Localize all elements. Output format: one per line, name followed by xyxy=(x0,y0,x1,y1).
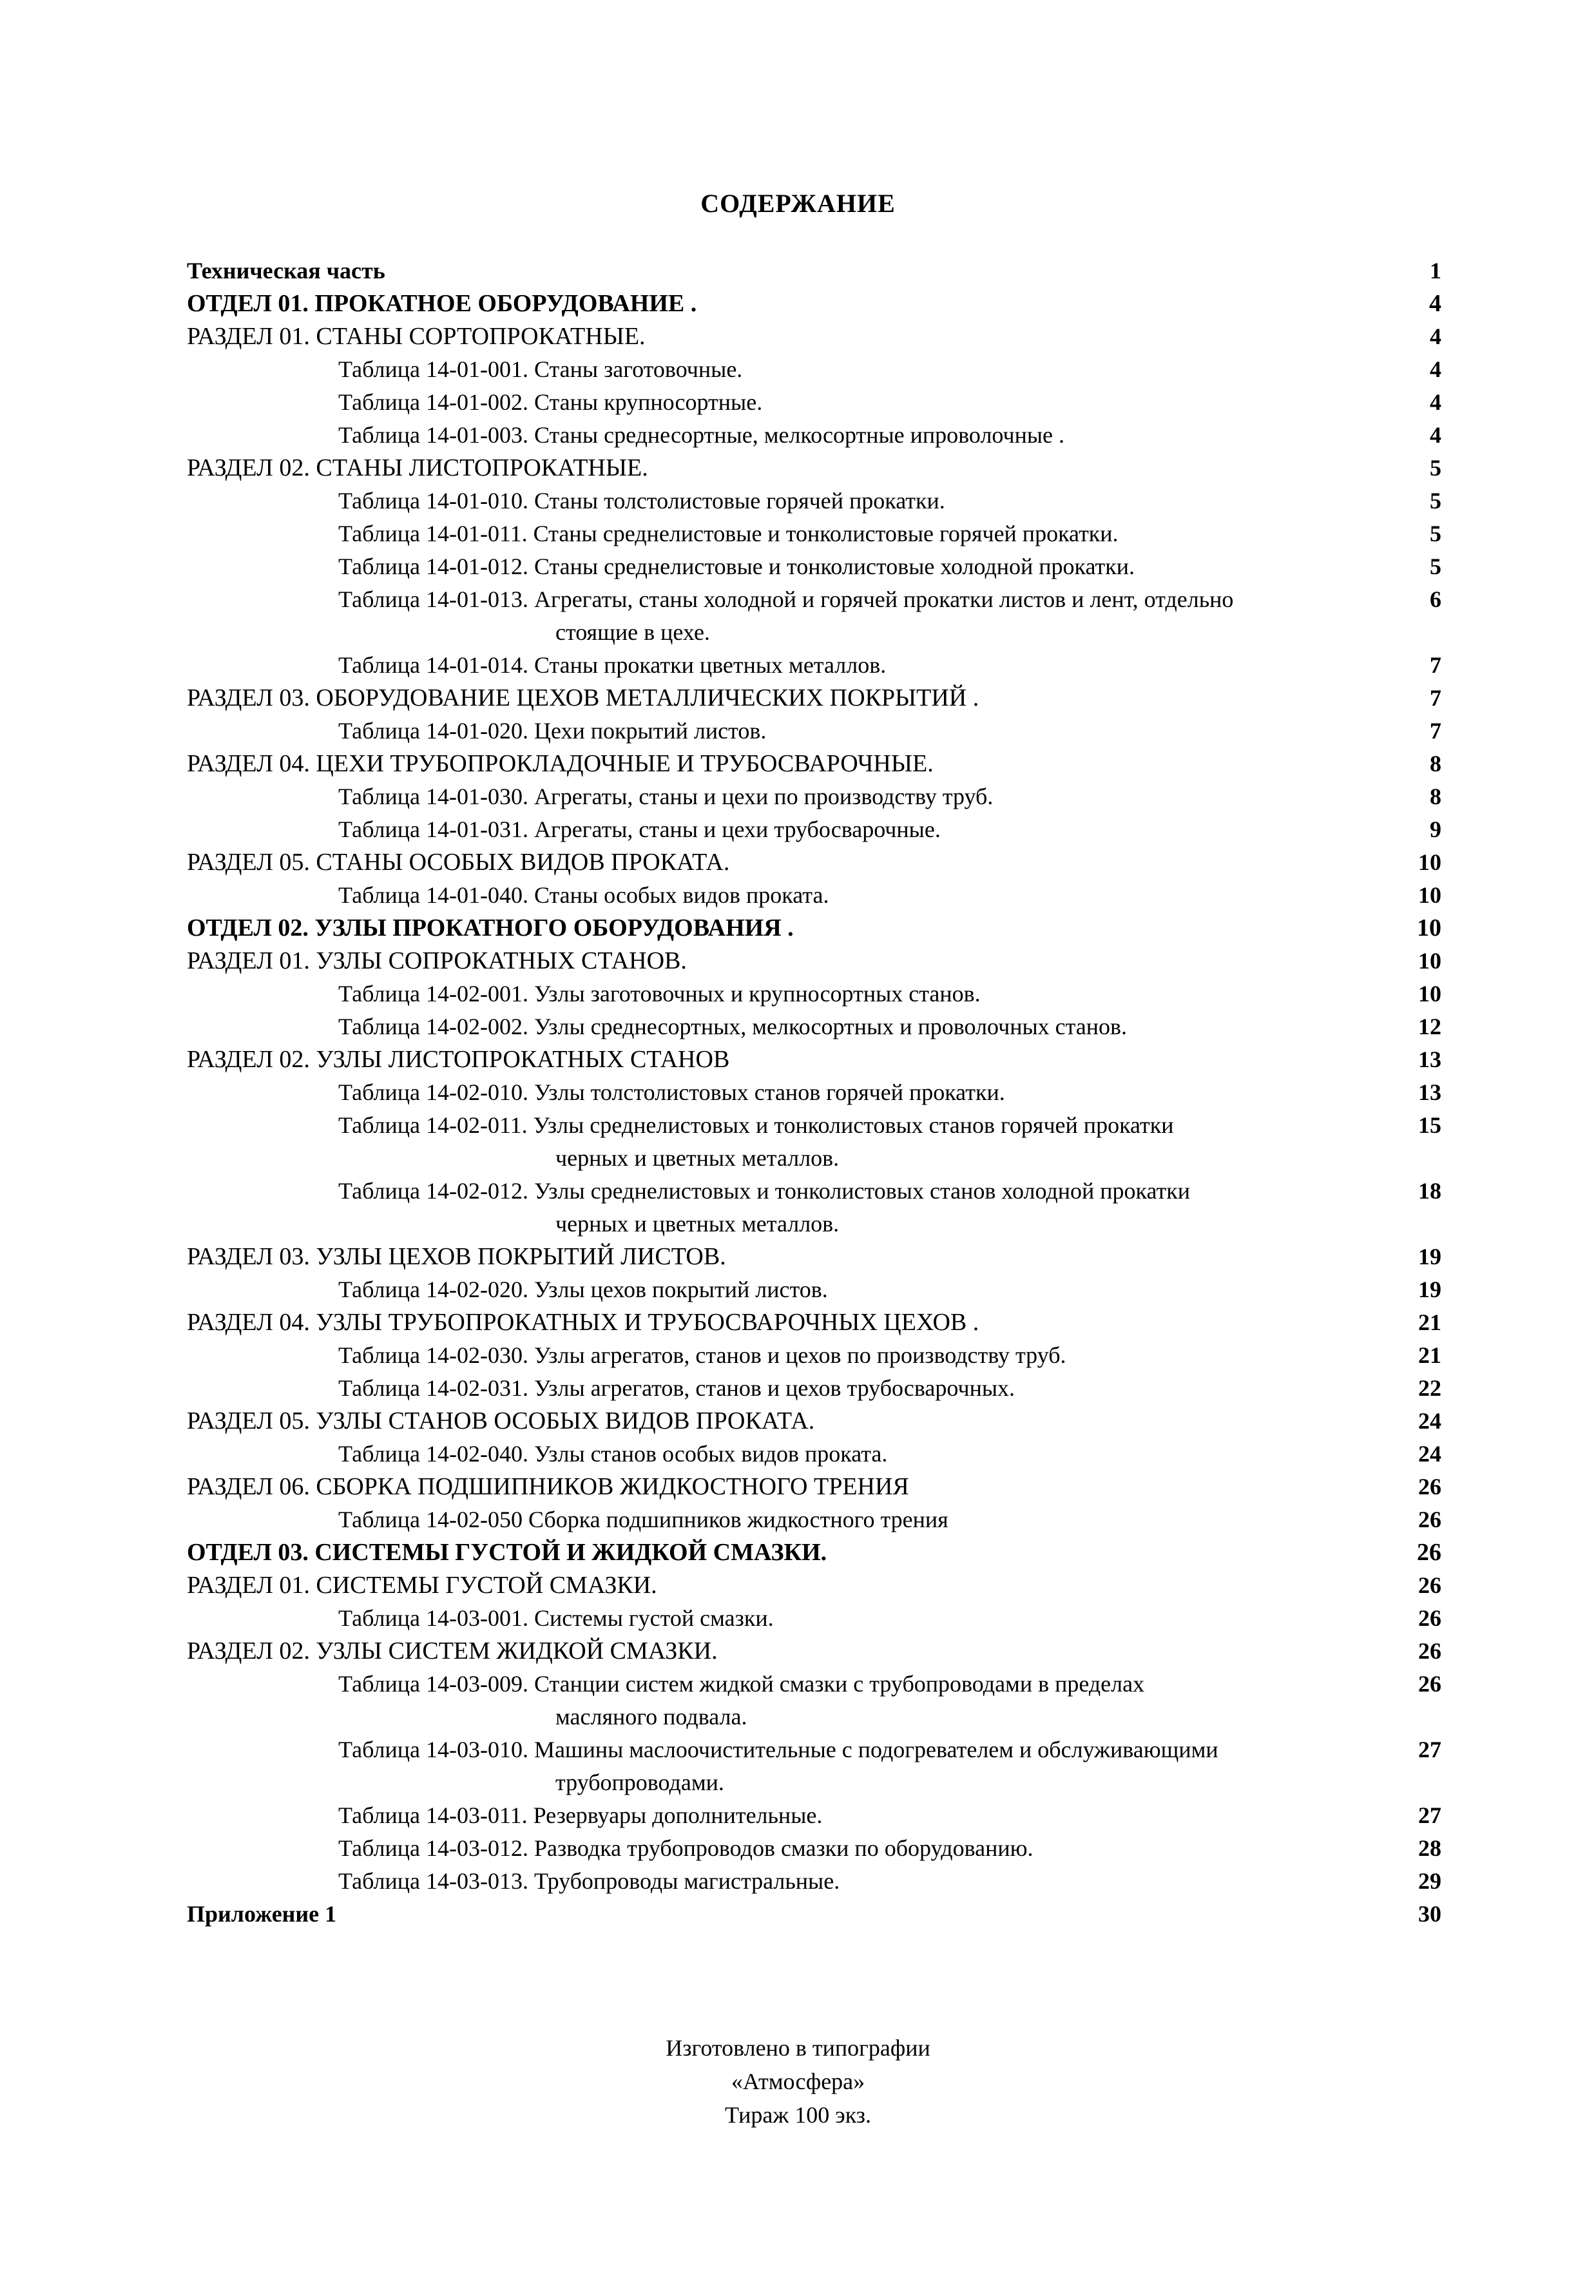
toc-entry-table xyxy=(0,879,1596,911)
toc-entry-table xyxy=(0,1668,1596,1700)
toc-entry-table xyxy=(0,1076,1596,1108)
toc-entry-page-number: 5 xyxy=(1430,488,1441,514)
toc-entry-table xyxy=(0,419,1596,451)
toc-entry-table xyxy=(0,978,1596,1010)
toc-entry-label: Таблица 14-02-031. Узлы агрегатов, станов и цехов трубосварочных. xyxy=(338,1375,1015,1401)
imprint-line-circulation: Тираж 100 экз. xyxy=(725,2102,871,2128)
toc-entry-page-number: 26 xyxy=(1418,1572,1441,1598)
toc-entry-page-number: 4 xyxy=(1430,356,1441,382)
toc-entry-cont xyxy=(0,1142,1596,1174)
toc-entry-label: Таблица 14-03-009. Станции систем жидкой смазки с трубопроводами в пределах xyxy=(338,1671,1145,1697)
imprint-line-printer: Изготовлено в типографии xyxy=(666,2035,930,2061)
toc-entry-page-number: 15 xyxy=(1418,1112,1441,1138)
toc-entry-page-number: 4 xyxy=(1430,422,1441,448)
printer-imprint xyxy=(0,2031,1596,2132)
toc-entry-table xyxy=(0,1175,1596,1207)
toc-entry-razdel xyxy=(0,1043,1596,1076)
toc-entry-page-number: 7 xyxy=(1430,718,1441,744)
toc-entry-table xyxy=(0,1339,1596,1371)
toc-entry-label: Приложение 1 xyxy=(187,1901,337,1927)
toc-entry-razdel xyxy=(0,1635,1596,1667)
toc-entry-table xyxy=(0,715,1596,747)
toc-entry-page-number: 5 xyxy=(1430,521,1441,546)
toc-entry-page-number: 10 xyxy=(1418,981,1441,1007)
toc-entry-label: Таблица 14-02-020. Узлы цехов покрытий листов. xyxy=(338,1277,828,1302)
toc-entry-label: РАЗДЕЛ 04. УЗЛЫ ТРУБОПРОКАТНЫХ И ТРУБОСВАРОЧНЫХ ЦЕХОВ . xyxy=(187,1309,979,1336)
toc-entry-page-number: 8 xyxy=(1430,784,1441,809)
toc-entry-label: Таблица 14-02-001. Узлы заготовочных и крупносортных станов. xyxy=(338,981,981,1007)
toc-entry-page-number: 26 xyxy=(1418,1474,1441,1500)
toc-entry-label: Таблица 14-01-011. Станы среднелистовые и тонколистовые горячей прокатки. xyxy=(338,521,1119,546)
toc-entry-label: РАЗДЕЛ 01. СИСТЕМЫ ГУСТОЙ СМАЗКИ. xyxy=(187,1572,657,1599)
toc-entry-razdel xyxy=(0,1569,1596,1601)
toc-entry-label: Таблица 14-03-012. Разводка трубопроводов смазки по оборудованию. xyxy=(338,1835,1034,1861)
toc-entry-razdel xyxy=(0,320,1596,352)
toc-entry-label: РАЗДЕЛ 01. СТАНЫ СОРТОПРОКАТНЫЕ. xyxy=(187,323,646,350)
toc-entry-table xyxy=(0,1010,1596,1043)
toc-entry-label: черных и цветных металлов. xyxy=(555,1211,840,1237)
toc-entry-page-number: 26 xyxy=(1418,1507,1441,1532)
toc-entry-label: ОТДЕЛ 02. УЗЛЫ ПРОКАТНОГО ОБОРУДОВАНИЯ . xyxy=(187,914,794,941)
toc-entry-label: черных и цветных металлов. xyxy=(555,1145,840,1171)
toc-entry-page-number: 10 xyxy=(1418,849,1441,875)
toc-entry-razdel xyxy=(0,1471,1596,1503)
toc-entry-table xyxy=(0,1799,1596,1831)
toc-entry-page-number: 10 xyxy=(1418,882,1441,908)
toc-entry-label: РАЗДЕЛ 06. СБОРКА ПОДШИПНИКОВ ЖИДКОСТНОГО ТРЕНИЯ xyxy=(187,1473,909,1500)
toc-entry-table xyxy=(0,1865,1596,1897)
toc-entry-cont xyxy=(0,1766,1596,1799)
toc-entry-label: Таблица 14-01-030. Агрегаты, станы и цехи по производству труб. xyxy=(338,784,994,809)
toc-entry-label: Таблица 14-03-001. Системы густой смазки. xyxy=(338,1605,774,1631)
toc-entry-label: Таблица 14-01-010. Станы толстолистовые горячей прокатки. xyxy=(338,488,945,514)
toc-entry-page-number: 27 xyxy=(1418,1802,1441,1828)
toc-entry-label: Таблица 14-01-002. Станы крупносортные. xyxy=(338,389,763,415)
toc-entry-cont xyxy=(0,616,1596,648)
toc-entry-page-number: 28 xyxy=(1418,1835,1441,1861)
toc-entry-razdel xyxy=(0,1306,1596,1338)
toc-entry-label: Таблица 14-01-001. Станы заготовочные. xyxy=(338,356,743,382)
toc-entry-label: Таблица 14-01-040. Станы особых видов проката. xyxy=(338,882,829,908)
toc-entry-page-number: 12 xyxy=(1418,1014,1441,1039)
toc-entry-page-number: 8 xyxy=(1430,751,1441,777)
toc-entry-label: Техническая часть xyxy=(187,258,385,284)
toc-entry-table xyxy=(0,353,1596,385)
toc-entry-page-number: 19 xyxy=(1418,1244,1441,1269)
toc-entry-page-number: 21 xyxy=(1418,1309,1441,1335)
toc-entry-table xyxy=(0,1273,1596,1306)
toc-entry-label: масляного подвала. xyxy=(555,1704,747,1730)
toc-entry-cont xyxy=(0,1208,1596,1240)
toc-entry-page-number: 24 xyxy=(1418,1441,1441,1467)
toc-entry-page-number: 21 xyxy=(1418,1342,1441,1368)
toc-entry-page-number: 10 xyxy=(1417,914,1441,941)
toc-entry-label: Таблица 14-02-040. Узлы станов особых видов проката. xyxy=(338,1441,888,1467)
toc-entry-page-number: 5 xyxy=(1430,455,1441,481)
toc-entry-label: РАЗДЕЛ 02. УЗЛЫ ЛИСТОПРОКАТНЫХ СТАНОВ xyxy=(187,1046,730,1073)
toc-entry-page-number: 9 xyxy=(1430,816,1441,842)
toc-entry-page-number: 27 xyxy=(1418,1737,1441,1762)
toc-entry-label: Таблица 14-01-012. Станы среднелистовые и тонколистовые холодной прокатки. xyxy=(338,554,1135,579)
toc-entry-table xyxy=(0,649,1596,681)
toc-entry-label: трубопроводами. xyxy=(555,1770,724,1795)
toc-entry-label: Таблица 14-01-003. Станы среднесортные, мелкосортные ипроволочные . xyxy=(338,422,1065,448)
toc-entry-page-number: 4 xyxy=(1429,290,1441,317)
toc-entry-table xyxy=(0,386,1596,418)
toc-entry-razdel xyxy=(0,1240,1596,1273)
toc-entry-label: РАЗДЕЛ 04. ЦЕХИ ТРУБОПРОКЛАДОЧНЫЕ И ТРУБОСВАРОЧНЫЕ. xyxy=(187,750,934,777)
toc-entry-page-number: 1 xyxy=(1430,258,1441,284)
toc-entry-label: Таблица 14-02-012. Узлы среднелистовых и тонколистовых станов холодной прокатки xyxy=(338,1178,1191,1204)
toc-entry-label: РАЗДЕЛ 05. УЗЛЫ СТАНОВ ОСОБЫХ ВИДОВ ПРОКАТА. xyxy=(187,1407,815,1434)
toc-entry-table xyxy=(0,1372,1596,1404)
toc-entry-razdel xyxy=(0,682,1596,714)
toc-entry-label: Таблица 14-03-010. Машины маслоочистительные с подогревателем и обслуживающими xyxy=(338,1737,1218,1762)
toc-entry-label: РАЗДЕЛ 02. УЗЛЫ СИСТЕМ ЖИДКОЙ СМАЗКИ. xyxy=(187,1637,718,1664)
toc-entry-razdel xyxy=(0,748,1596,780)
toc-entry-table xyxy=(0,1109,1596,1141)
toc-entry-label: Таблица 14-02-050 Сборка подшипников жидкостного трения xyxy=(338,1507,948,1532)
toc-entry-label: Таблица 14-01-020. Цехи покрытий листов. xyxy=(338,718,767,744)
toc-entry-page-number: 24 xyxy=(1418,1408,1441,1434)
toc-entry-label: ОТДЕЛ 01. ПРОКАТНОЕ ОБОРУДОВАНИЕ . xyxy=(187,290,697,317)
toc-entry-top xyxy=(0,255,1596,287)
toc-entry-page-number: 29 xyxy=(1418,1868,1441,1894)
toc-entry-label: РАЗДЕЛ 02. СТАНЫ ЛИСТОПРОКАТНЫЕ. xyxy=(187,454,648,481)
toc-entry-page-number: 22 xyxy=(1418,1375,1441,1401)
toc-entry-label: Таблица 14-01-031. Агрегаты, станы и цехи трубосварочные. xyxy=(338,816,941,842)
toc-entry-page-number: 26 xyxy=(1418,1671,1441,1697)
toc-entry-table xyxy=(0,517,1596,550)
page-title: СОДЕРЖАНИЕ xyxy=(700,189,896,218)
toc-entry-table xyxy=(0,1733,1596,1766)
toc-entry-label: Таблица 14-01-014. Станы прокатки цветных металлов. xyxy=(338,652,887,678)
toc-entry-cont xyxy=(0,1701,1596,1733)
toc-entry-page-number: 4 xyxy=(1430,323,1441,349)
imprint-line-name: «Атмосфера» xyxy=(731,2069,865,2094)
toc-entry-label: Таблица 14-03-013. Трубопроводы магистральные. xyxy=(338,1868,840,1894)
toc-entry-page-number: 26 xyxy=(1418,1638,1441,1664)
toc-entry-page-number: 5 xyxy=(1430,554,1441,579)
toc-entry-label: РАЗДЕЛ 01. УЗЛЫ СОПРОКАТНЫХ СТАНОВ. xyxy=(187,947,687,974)
toc-entry-table xyxy=(0,1602,1596,1634)
toc-entry-razdel xyxy=(0,945,1596,977)
toc-entry-page-number: 4 xyxy=(1430,389,1441,415)
toc-entry-label: Таблица 14-03-011. Резервуары дополнительные. xyxy=(338,1802,823,1828)
toc-entry-table xyxy=(0,550,1596,583)
toc-entry-page-number: 30 xyxy=(1418,1901,1441,1927)
toc-entry-label: РАЗДЕЛ 03. ОБОРУДОВАНИЕ ЦЕХОВ МЕТАЛЛИЧЕСКИХ ПОКРЫТИЙ . xyxy=(187,684,979,711)
toc-entry-page-number: 26 xyxy=(1418,1605,1441,1631)
toc-entry-label: Таблица 14-01-013. Агрегаты, станы холодной и горячей прокатки листов и лент, отдельно xyxy=(338,586,1234,612)
toc-entry-label: Таблица 14-02-010. Узлы толстолистовых станов горячей прокатки. xyxy=(338,1079,1005,1105)
toc-entry-label: Таблица 14-02-002. Узлы среднесортных, мелкосортных и проволочных станов. xyxy=(338,1014,1128,1039)
toc-entry-page-number: 18 xyxy=(1418,1178,1441,1204)
toc-entry-label: Таблица 14-02-030. Узлы агрегатов, станов и цехов по производству труб. xyxy=(338,1342,1066,1368)
toc-entry-label: стоящие в цехе. xyxy=(555,619,710,645)
toc-entry-otdel xyxy=(0,912,1596,944)
toc-entry-label: ОТДЕЛ 03. СИСТЕМЫ ГУСТОЙ И ЖИДКОЙ СМАЗКИ. xyxy=(187,1539,827,1566)
toc-entry-razdel xyxy=(0,1405,1596,1437)
toc-entry-page-number: 6 xyxy=(1430,586,1441,612)
toc-entry-otdel xyxy=(0,1536,1596,1568)
toc-entry-top xyxy=(0,1898,1596,1930)
toc-entry-label: Таблица 14-02-011. Узлы среднелистовых и тонколистовых станов горячей прокатки xyxy=(338,1112,1174,1138)
toc-entry-label: РАЗДЕЛ 05. СТАНЫ ОСОБЫХ ВИДОВ ПРОКАТА. xyxy=(187,849,730,876)
toc-entry-page-number: 19 xyxy=(1418,1277,1441,1302)
toc-entry-table xyxy=(0,780,1596,813)
toc-entry-table xyxy=(0,485,1596,517)
toc-entry-razdel xyxy=(0,846,1596,878)
toc-entry-page-number: 7 xyxy=(1430,652,1441,678)
toc-entry-table xyxy=(0,813,1596,845)
toc-entry-page-number: 13 xyxy=(1418,1047,1441,1072)
toc-entry-otdel xyxy=(0,287,1596,320)
toc-entry-table xyxy=(0,1832,1596,1864)
toc-entry-page-number: 13 xyxy=(1418,1079,1441,1105)
toc-entry-table xyxy=(0,1438,1596,1470)
toc-entry-page-number: 10 xyxy=(1418,948,1441,974)
toc-entry-table xyxy=(0,1503,1596,1536)
toc-entry-razdel xyxy=(0,452,1596,484)
toc-entry-table xyxy=(0,583,1596,615)
toc-entry-page-number: 26 xyxy=(1417,1539,1441,1566)
toc-entry-page-number: 7 xyxy=(1430,685,1441,711)
toc-entry-label: РАЗДЕЛ 03. УЗЛЫ ЦЕХОВ ПОКРЫТИЙ ЛИСТОВ. xyxy=(187,1243,726,1270)
